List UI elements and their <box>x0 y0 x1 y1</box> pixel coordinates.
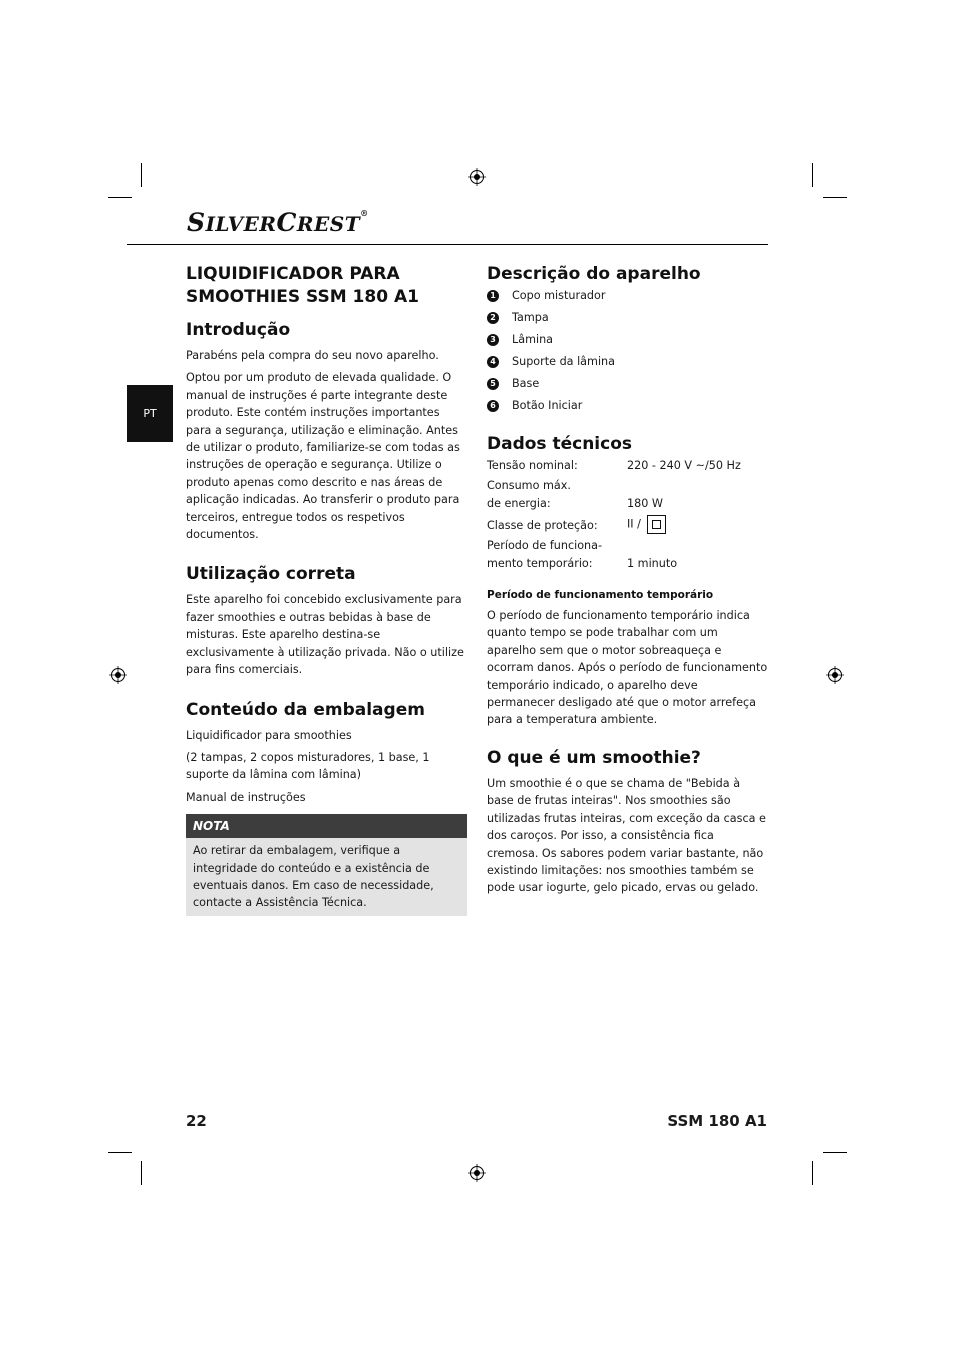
list-item: 2 Tampa <box>487 307 768 329</box>
number-badge: 1 <box>487 290 499 302</box>
paragraph: Este aparelho foi concebido exclusivamente para fazer smoothies e outras bebidas à base de misturas. Este aparelho destina-se exclusivamente à utilização privada. Não o utilize para fins comerciais. <box>186 593 464 677</box>
table-row: Período de funciona- mento temporário: 1 minuto <box>487 539 678 570</box>
crop-mark <box>812 163 813 187</box>
table-row: Consumo máx. de energia: 180 W <box>487 479 663 510</box>
paragraph: Manual de instruções <box>186 790 306 804</box>
parts-list <box>487 285 768 417</box>
technical-data-table <box>487 457 768 575</box>
crop-mark <box>141 163 142 187</box>
number-badge: 6 <box>487 400 499 412</box>
crop-mark <box>108 197 132 198</box>
registration-mark-icon <box>468 1164 486 1182</box>
paragraph: Um smoothie é o que se chama de "Bebida à base de frutas inteiras". Nos smoothies são utilizadas frutas inteiras, com exceção da casca e dos caroços. Por isso, a consistência fica cremosa. Os sabores podem variar bastante, não existindo limitações: nos smoothies também se pode usar iogurte, gelo picado, ervas ou gelado. <box>487 776 766 895</box>
page-number: 22 <box>186 1112 207 1130</box>
footer-model: SSM 180 A1 <box>667 1112 767 1130</box>
list-item: 4 Suporte da lâmina <box>487 351 768 373</box>
subsection-heading: Período de funcionamento temporário <box>487 589 714 602</box>
number-badge: 2 <box>487 312 499 324</box>
registration-mark-icon <box>109 666 127 684</box>
number-badge: 5 <box>487 378 499 390</box>
section-technical-data <box>487 433 768 575</box>
crop-mark <box>141 1161 142 1185</box>
left-column <box>186 263 467 936</box>
section-correct-use <box>186 563 467 678</box>
registration-mark-icon <box>468 168 486 186</box>
section-heading: Dados técnicos <box>487 434 633 454</box>
note-label: NOTA <box>186 814 467 838</box>
table-row: Classe de proteção: II / <box>487 515 768 537</box>
crop-mark <box>823 197 847 198</box>
paragraph: (2 tampas, 2 copos misturadores, 1 base, 1 suporte da lâmina com lâmina) <box>186 750 430 782</box>
right-column <box>487 263 768 917</box>
brand-logo: SILVERCREST® <box>187 208 369 237</box>
section-package-contents <box>186 699 467 916</box>
paragraph: Parabéns pela compra do seu novo aparelho. <box>186 349 439 362</box>
number-badge: 3 <box>487 334 499 346</box>
note-body <box>186 838 467 916</box>
language-tab: PT <box>127 385 173 442</box>
list-item: 6 Botão Iniciar <box>487 395 768 417</box>
list-item: 5 Base <box>487 373 768 395</box>
number-badge: 4 <box>487 356 499 368</box>
section-heading: Descrição do aparelho <box>487 264 701 284</box>
protection-class-ii-icon <box>647 515 666 534</box>
list-item: 3 Lâmina <box>487 329 768 351</box>
paragraph: Optou por um produto de elevada qualidade. O manual de instruções é parte integrante deste produto. Este contém instruções importantes para a segurança, utilização e eliminação. Antes de utilizar o produto, familiarize-se com todas as instruções de operação e segurança. Utilize o produto apenas como descrito e nas áreas de aplicação indicadas. Ao transferir o produto para terceiros, entregue todos os respetivos documentos. <box>186 371 460 542</box>
section-heading: Introdução <box>186 320 291 340</box>
paragraph: Liquidificador para smoothies <box>186 728 352 742</box>
section-heading: O que é um smoothie? <box>487 747 701 768</box>
section-heading: Utilização correta <box>186 564 356 585</box>
crop-mark <box>823 1152 847 1153</box>
note-text: Ao retirar da embalagem, verifique a integridade do conteúdo e a existência de eventuais danos. Em caso de necessidade, contacte a Assistência Técnica. <box>193 844 434 910</box>
header-rule <box>127 244 768 245</box>
section-operating-period <box>487 587 768 729</box>
crop-mark <box>812 1161 813 1185</box>
document-title: LIQUIDIFICADOR PARA SMOOTHIES SSM 180 A1 <box>186 264 419 307</box>
section-heading: Conteúdo da embalagem <box>186 699 425 720</box>
note-box <box>186 814 467 916</box>
registration-mark-icon <box>826 666 844 684</box>
paragraph: O período de funcionamento temporário indica quanto tempo se pode trabalhar com um aparelho sem que o motor sobreaqueça e ocorram danos. Após o período de funcionamento temporário indicado, o aparelho deve permanecer desligado até que o motor arrefeça para a temperatura ambiente. <box>487 609 768 727</box>
table-row: Tensão nominal: 220 - 240 V ~/50 Hz <box>487 459 741 472</box>
list-item: 1 Copo misturador <box>487 285 768 307</box>
section-what-is-smoothie <box>487 747 768 897</box>
section-introduction <box>186 319 467 543</box>
section-device-description <box>487 263 768 417</box>
crop-mark <box>108 1152 132 1153</box>
